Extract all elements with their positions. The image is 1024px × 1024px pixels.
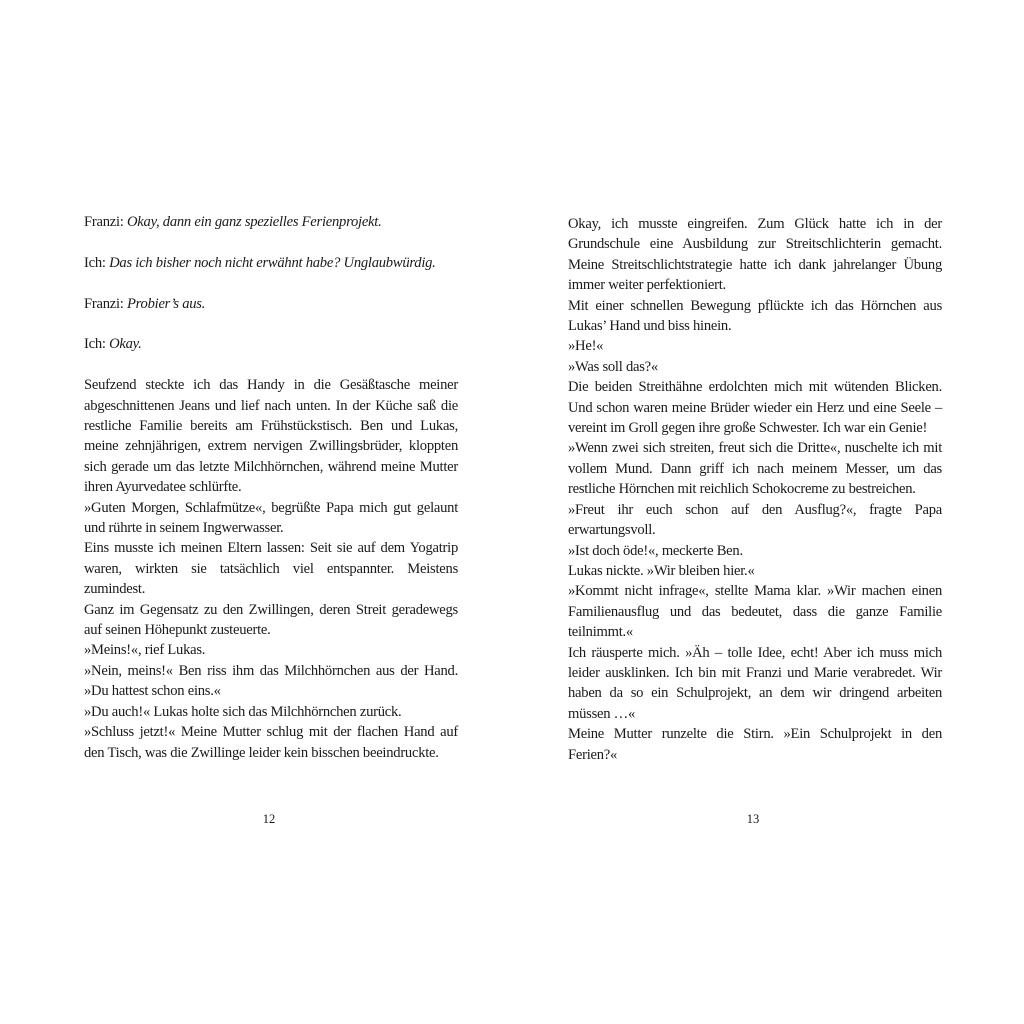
paragraph: »Kommt nicht infrage«, stellte Mama klar. »Wir machen einen Familienausflug und das bedeutet, dass die ganze Familie teilnimmt.« xyxy=(568,583,942,641)
left-page xyxy=(84,0,464,1024)
paragraph: Okay, ich musste eingreifen. Zum Glück hatte ich in der Grundschule eine Ausbildung zur Streitschlichterin gemacht. Meine Streitschlichtstrategie hatte ich dank jahrelanger Übung immer weiter perfektioniert. xyxy=(568,216,942,294)
paragraph: »Nein, meins!« Ben riss ihm das Milchhörnchen aus der Hand. »Du hattest schon eins.« xyxy=(84,662,458,700)
chat-speaker: Franzi: xyxy=(84,295,124,312)
paragraph: »Schluss jetzt!« Meine Mutter schlug mit der flachen Hand auf den Tisch, was die Zwillinge leider kein bisschen beeindruckte. xyxy=(84,724,458,761)
chat-speaker: Ich: xyxy=(84,254,106,271)
right-page xyxy=(568,0,948,1024)
paragraph: »Meins!«, rief Lukas. xyxy=(84,642,206,659)
chat-message: Okay, dann ein ganz spezielles Ferienprojekt. xyxy=(127,214,382,230)
page-number: 13 xyxy=(746,812,760,826)
right-page-text xyxy=(568,214,942,765)
left-page-text xyxy=(84,212,458,763)
chat-line xyxy=(84,253,458,273)
chat-speaker: Franzi: xyxy=(84,214,124,230)
paragraph: »He!« xyxy=(568,338,604,355)
paragraph: Meine Mutter runzelte die Stirn. »Ein Schulprojekt in den Ferien?« xyxy=(568,726,942,763)
paragraph: Ich räusperte mich. »Äh – tolle Idee, echt! Aber ich muss mich leider ausklinken. Ich bin mit Franzi und Marie verabredet. Wir haben da so ein Schulprojekt, an dem wir dringend arbeiten müssen …« xyxy=(568,644,942,722)
paragraph: »Was soll das?« xyxy=(568,358,658,375)
paragraph: Seufzend steckte ich das Handy in die Gesäßtasche meiner abgeschnittenen Jeans und lief nach unten. In der Küche saß die restliche Familie bereits am Frühstückstisch. Ben und Lukas, meine zehnjährigen, extrem nervigen Zwillingsbrüder, kloppten sich gerade um das letzte Milchhörnchen, während meine Mutter ihren Ayurvedatee schlürfte. xyxy=(84,377,458,496)
paragraph: Die beiden Streithähne erdolchten mich mit wütenden Blicken. Und schon waren meine Brüder wieder ein Herz und eine Seele – vereint im Groll gegen ihre große Schwester. Ich war ein Genie! xyxy=(568,379,942,437)
chat-speaker: Ich: xyxy=(84,336,106,353)
paragraph: Eins musste ich meinen Eltern lassen: Seit sie auf dem Yogatrip waren, wirkten sie tatsächlich viel entspannter. Meistens zumindest. xyxy=(84,540,458,598)
paragraph: »Guten Morgen, Schlafmütze«, begrüßte Papa mich gut gelaunt und rührte in seinem Ingwerwasser. xyxy=(84,499,458,537)
paragraph: Ganz im Gegensatz zu den Zwillingen, deren Streit geradewegs auf seinen Höhepunkt zusteuerte. xyxy=(84,601,458,639)
chat-line xyxy=(84,294,458,314)
paragraph: »Ist doch öde!«, meckerte Ben. xyxy=(568,542,743,559)
paragraph: Lukas nickte. »Wir bleiben hier.« xyxy=(568,562,755,579)
chat-line xyxy=(84,334,458,354)
chat-message: Das ich bisher noch nicht erwähnt habe? Unglaubwürdig. xyxy=(109,254,436,271)
chat-line xyxy=(84,212,458,232)
chat-message: Okay. xyxy=(109,336,142,353)
paragraph: »Wenn zwei sich streiten, freut sich die Dritte«, nuschelte ich mit vollem Mund. Dann griff ich nach meinem Messer, um das restliche Hörnchen mit reichlich Schokocreme zu bestreichen. xyxy=(568,440,942,498)
paragraph: »Du auch!« Lukas holte sich das Milchhörnchen zurück. xyxy=(84,703,402,720)
chat-message: Probier’s aus. xyxy=(127,295,206,312)
paragraph: »Freut ihr euch schon auf den Ausflug?«, fragte Papa erwartungsvoll. xyxy=(568,501,942,539)
page-number: 12 xyxy=(262,812,276,826)
paragraph: Mit einer schnellen Bewegung pflückte ich das Hörnchen aus Lukas’ Hand und biss hinein. xyxy=(568,297,942,335)
